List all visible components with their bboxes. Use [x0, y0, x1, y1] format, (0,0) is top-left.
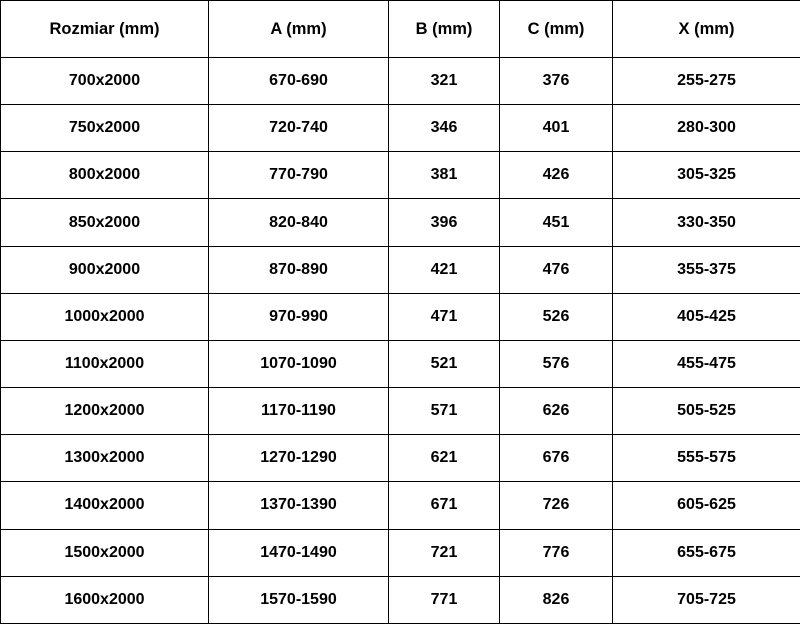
table-row: [1, 340, 800, 387]
cell-b: 346: [389, 105, 500, 152]
cell-x: 655-675: [613, 529, 800, 576]
table-row: [1, 388, 800, 435]
cell-x: 505-525: [613, 388, 800, 435]
cell-a: 1370-1390: [209, 482, 389, 529]
cell-c: 401: [500, 105, 613, 152]
cell-b: 321: [389, 58, 500, 105]
cell-c: 826: [500, 576, 613, 623]
cell-c: 451: [500, 199, 613, 246]
cell-c: 576: [500, 340, 613, 387]
cell-rozmiar: 1100x2000: [1, 340, 209, 387]
cell-a: 1270-1290: [209, 435, 389, 482]
cell-c: 626: [500, 388, 613, 435]
column-header-x: X (mm): [613, 1, 800, 58]
table-row: [1, 435, 800, 482]
table-row: [1, 199, 800, 246]
cell-b: 621: [389, 435, 500, 482]
cell-a: 720-740: [209, 105, 389, 152]
cell-x: 280-300: [613, 105, 800, 152]
cell-c: 526: [500, 293, 613, 340]
cell-a: 1570-1590: [209, 576, 389, 623]
cell-x: 455-475: [613, 340, 800, 387]
cell-rozmiar: 1000x2000: [1, 293, 209, 340]
table-row: [1, 152, 800, 199]
cell-c: 676: [500, 435, 613, 482]
cell-x: 705-725: [613, 576, 800, 623]
cell-rozmiar: 750x2000: [1, 105, 209, 152]
cell-b: 521: [389, 340, 500, 387]
cell-rozmiar: 1400x2000: [1, 482, 209, 529]
cell-a: 870-890: [209, 246, 389, 293]
cell-c: 376: [500, 58, 613, 105]
cell-b: 381: [389, 152, 500, 199]
table-row: [1, 482, 800, 529]
cell-x: 305-325: [613, 152, 800, 199]
cell-x: 555-575: [613, 435, 800, 482]
cell-rozmiar: 700x2000: [1, 58, 209, 105]
cell-x: 355-375: [613, 246, 800, 293]
table-row: [1, 529, 800, 576]
column-header-b: B (mm): [389, 1, 500, 58]
table-row: [1, 246, 800, 293]
column-header-c: C (mm): [500, 1, 613, 58]
cell-c: 476: [500, 246, 613, 293]
table-header: [1, 1, 800, 58]
table-body: [1, 58, 800, 624]
cell-x: 405-425: [613, 293, 800, 340]
cell-a: 770-790: [209, 152, 389, 199]
cell-rozmiar: 1500x2000: [1, 529, 209, 576]
column-header-rozmiar: Rozmiar (mm): [1, 1, 209, 58]
cell-a: 1070-1090: [209, 340, 389, 387]
cell-c: 776: [500, 529, 613, 576]
cell-rozmiar: 900x2000: [1, 246, 209, 293]
cell-x: 330-350: [613, 199, 800, 246]
cell-x: 255-275: [613, 58, 800, 105]
cell-a: 970-990: [209, 293, 389, 340]
cell-rozmiar: 1300x2000: [1, 435, 209, 482]
table-row: [1, 105, 800, 152]
cell-c: 726: [500, 482, 613, 529]
cell-rozmiar: 800x2000: [1, 152, 209, 199]
cell-b: 421: [389, 246, 500, 293]
cell-a: 820-840: [209, 199, 389, 246]
cell-b: 571: [389, 388, 500, 435]
table-row: [1, 293, 800, 340]
cell-a: 1170-1190: [209, 388, 389, 435]
cell-x: 605-625: [613, 482, 800, 529]
table-row: [1, 58, 800, 105]
cell-b: 396: [389, 199, 500, 246]
cell-a: 1470-1490: [209, 529, 389, 576]
cell-b: 471: [389, 293, 500, 340]
cell-rozmiar: 850x2000: [1, 199, 209, 246]
cell-a: 670-690: [209, 58, 389, 105]
cell-b: 771: [389, 576, 500, 623]
cell-b: 721: [389, 529, 500, 576]
cell-rozmiar: 1600x2000: [1, 576, 209, 623]
table-row: [1, 576, 800, 623]
cell-b: 671: [389, 482, 500, 529]
cell-c: 426: [500, 152, 613, 199]
cell-rozmiar: 1200x2000: [1, 388, 209, 435]
table-header-row: [1, 1, 800, 58]
column-header-a: A (mm): [209, 1, 389, 58]
